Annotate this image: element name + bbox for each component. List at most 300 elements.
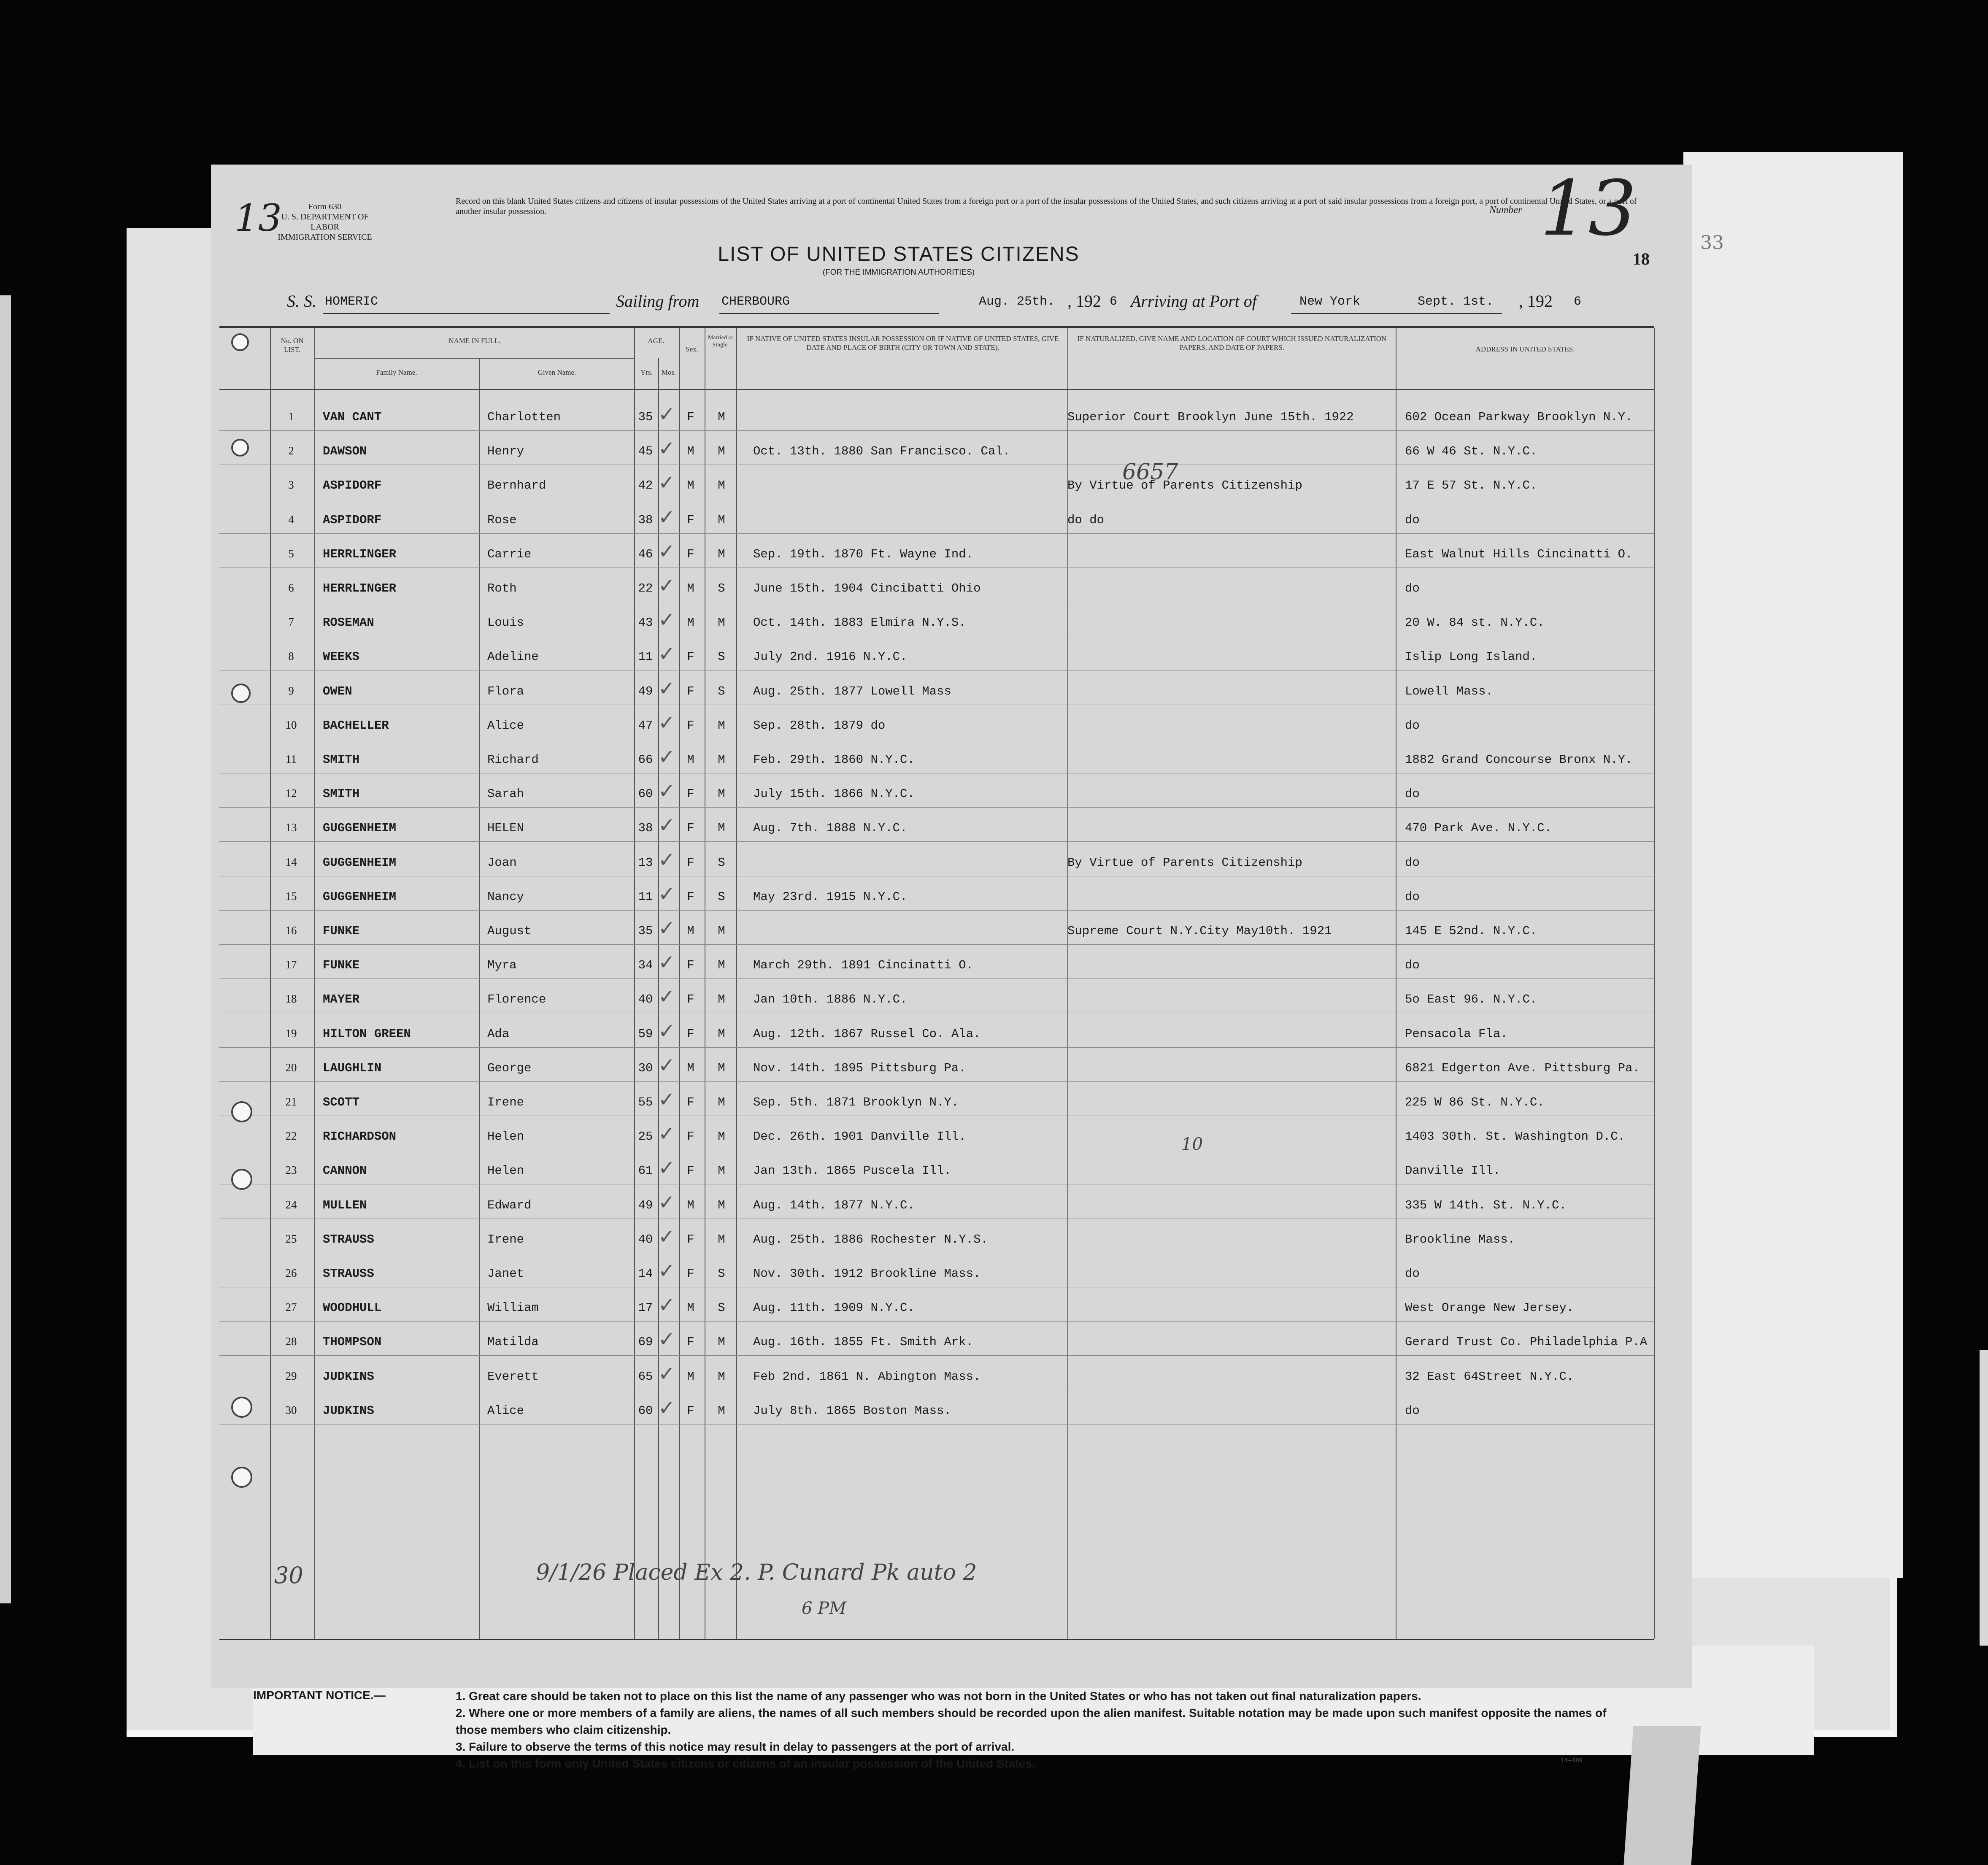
row-number: 14 (285, 855, 297, 868)
family-name: HILTON GREEN (323, 1027, 411, 1041)
us-address: 225 W 86 St. N.Y.C. (1405, 1095, 1545, 1109)
marital-status: M (718, 718, 725, 732)
us-address: 1403 30th. St. Washington D.C. (1405, 1130, 1626, 1144)
us-address: West Orange New Jersey. (1405, 1301, 1574, 1315)
row-number: 18 (285, 992, 297, 1005)
given-name: Alice (487, 718, 524, 732)
table-row (219, 1053, 1654, 1095)
given-name: Edward (487, 1198, 532, 1212)
age-years: 14 (638, 1267, 653, 1281)
birth-date-place: Sep. 5th. 1871 Brooklyn N.Y. (753, 1095, 959, 1109)
us-address: 602 Ocean Parkway Brooklyn N.Y. (1405, 410, 1633, 424)
us-address: do (1405, 581, 1420, 595)
sex: F (687, 650, 694, 664)
us-address: do (1405, 889, 1420, 904)
given-name: George (487, 1061, 532, 1075)
birth-date-place: Jan 13th. 1865 Puscela Ill. (753, 1164, 951, 1178)
row-number: 21 (285, 1095, 297, 1108)
row-number: 11 (286, 753, 297, 765)
given-name: Rose (487, 513, 517, 527)
age-years: 17 (638, 1301, 653, 1315)
check-mark-icon: ✓ (658, 1053, 675, 1077)
family-name: HERRLINGER (323, 547, 397, 561)
family-name: WEEKS (323, 650, 360, 664)
age-years: 69 (638, 1335, 653, 1349)
birth-date-place: Oct. 14th. 1883 Elmira N.Y.S. (753, 616, 966, 630)
age-years: 35 (638, 924, 653, 938)
handwritten-note-row22: 10 (1181, 1135, 1203, 1154)
naturalization-info: Supreme Court N.Y.City May10th. 1921 (1067, 924, 1332, 938)
given-name: Nancy (487, 889, 524, 904)
row-number: 15 (285, 889, 297, 903)
header-family-name: Family Name. (376, 368, 417, 376)
row-number: 19 (285, 1027, 297, 1040)
check-mark-icon: ✓ (658, 642, 675, 666)
table-row (219, 814, 1654, 855)
age-years: 30 (638, 1061, 653, 1075)
side-page-number: 33 (1700, 232, 1724, 254)
family-name: JUDKINS (323, 1369, 374, 1384)
check-mark-icon: ✓ (658, 1088, 675, 1111)
family-name: WOODHULL (323, 1301, 382, 1315)
row-number: 5 (288, 547, 294, 560)
birth-date-place: Feb. 29th. 1860 N.Y.C. (753, 753, 915, 767)
us-address: do (1405, 855, 1420, 870)
given-name: Henry (487, 444, 524, 459)
family-name: ROSEMAN (323, 616, 374, 630)
sex: M (687, 1301, 694, 1315)
marital-status: M (718, 753, 725, 767)
handwritten-placed-note: 9/1/26 Placed Ex 2. P. Cunard Pk auto 2 (536, 1560, 977, 1585)
check-mark-icon: ✓ (658, 471, 675, 495)
given-name: Matilda (487, 1335, 539, 1349)
family-name: SMITH (323, 753, 360, 767)
check-mark-icon: ✓ (658, 1156, 675, 1180)
row-number: 28 (285, 1335, 297, 1348)
handwritten-time-note: 6 PM (802, 1599, 847, 1618)
age-years: 47 (638, 718, 653, 732)
date-to: Sept. 1st. (1418, 295, 1494, 309)
binder-hole (231, 684, 251, 703)
notice-item: 2. Where one or more members of a family are aliens, the names of all such members should be recorded upon the alien manifest. Suitable notation may be made upon such manifest opposite the names of those members who claim citizenship. (456, 1706, 1607, 1736)
us-address: do (1405, 1403, 1420, 1418)
given-name: Alice (487, 1403, 524, 1418)
family-name: RICHARDSON (323, 1130, 397, 1144)
sex: F (687, 1335, 694, 1349)
notice-heading: IMPORTANT NOTICE.— (253, 1689, 386, 1702)
header-no-on-list: No. ON LIST. (281, 337, 304, 354)
binder-hole (231, 333, 249, 351)
age-years: 55 (638, 1095, 653, 1109)
department-name: U. S. DEPARTMENT OF LABOR (281, 212, 369, 232)
check-mark-icon: ✓ (658, 745, 675, 769)
marital-status: S (718, 1301, 725, 1315)
folded-corner (1623, 1726, 1701, 1865)
table-row (219, 779, 1654, 821)
age-years: 40 (638, 1232, 653, 1246)
naturalization-info: By Virtue of Parents Citizenship (1067, 855, 1302, 870)
check-mark-icon: ✓ (658, 1122, 675, 1146)
us-address: Islip Long Island. (1405, 650, 1537, 664)
age-years: 25 (638, 1130, 653, 1144)
family-name: HERRLINGER (323, 581, 397, 595)
header-given-name: Given Name. (538, 368, 576, 376)
row-number: 25 (285, 1232, 297, 1245)
marital-status: M (718, 1027, 725, 1041)
given-name: Adeline (487, 650, 539, 664)
table-row (219, 642, 1654, 684)
us-address: do (1405, 1267, 1420, 1281)
marital-status: M (718, 1164, 725, 1178)
table-row (219, 574, 1654, 615)
given-name: Roth (487, 581, 517, 595)
us-address: Brookline Mass. (1405, 1232, 1515, 1246)
row-number: 10 (285, 718, 297, 731)
year-prefix-from: , 192 (1067, 292, 1101, 311)
marital-status: S (718, 581, 725, 595)
birth-date-place: Sep. 28th. 1879 do (753, 718, 886, 732)
header-birth: IF NATIVE OF UNITED STATES INSULAR POSSESSION OR IF NATIVE OF UNITED STATES, GIVE DATE AND PLACE OF BIRTH (CITY OR TOWN AND STATE). (747, 335, 1059, 351)
birth-date-place: Dec. 26th. 1901 Danville Ill. (753, 1130, 966, 1144)
row-number: 29 (285, 1369, 297, 1382)
check-mark-icon: ✓ (658, 711, 675, 735)
year-suffix-from: 6 (1110, 295, 1118, 309)
table-row (219, 676, 1654, 718)
notice-item: 3. Failure to observe the terms of this notice may result in delay to passengers at the port of arrival. (456, 1740, 1015, 1753)
birth-date-place: July 8th. 1865 Boston Mass. (753, 1403, 951, 1418)
given-name: Irene (487, 1232, 524, 1246)
year-prefix-to: , 192 (1519, 292, 1553, 311)
us-address: Gerard Trust Co. Philadelphia P.A (1405, 1335, 1648, 1349)
binder-hole (231, 1101, 252, 1122)
header-naturalized: IF NATURALIZED, GIVE NAME AND LOCATION OF COURT WHICH ISSUED NATURALIZATION PAPERS, AND DATE OF PAPERS. (1077, 335, 1387, 351)
row-number: 27 (285, 1301, 297, 1314)
family-name: MAYER (323, 992, 360, 1007)
binder-hole (231, 1397, 252, 1418)
birth-date-place: Aug. 14th. 1877 N.Y.C. (753, 1198, 915, 1212)
marital-status: M (718, 1369, 725, 1384)
check-mark-icon: ✓ (658, 1259, 675, 1283)
us-address: 145 E 52nd. N.Y.C. (1405, 924, 1537, 938)
marital-status: M (718, 1061, 725, 1075)
us-address: 66 W 46 St. N.Y.C. (1405, 444, 1537, 459)
birth-date-place: Nov. 30th. 1912 Brookline Mass. (753, 1267, 981, 1281)
age-years: 46 (638, 547, 653, 561)
table-row (219, 608, 1654, 649)
family-name: FUNKE (323, 924, 360, 938)
us-address: Lowell Mass. (1405, 684, 1493, 698)
sex: F (687, 855, 694, 870)
sex: M (687, 1198, 694, 1212)
marital-status: M (718, 513, 725, 527)
check-mark-icon: ✓ (658, 1293, 675, 1317)
port-from: CHERBOURG (721, 295, 790, 309)
check-mark-icon: ✓ (658, 676, 675, 700)
given-name: Myra (487, 958, 517, 973)
marital-status: M (718, 547, 725, 561)
family-name: STRAUSS (323, 1232, 374, 1246)
header-rule (219, 389, 1654, 390)
check-mark-icon: ✓ (658, 437, 675, 461)
table-row (219, 916, 1654, 958)
family-name: GUGGENHEIM (323, 855, 397, 870)
family-name: LAUGHLIN (323, 1061, 382, 1075)
family-name: CANNON (323, 1164, 367, 1178)
check-mark-icon: ✓ (658, 1396, 675, 1420)
marital-status: M (718, 410, 725, 424)
form-number: Form 630 (308, 202, 342, 211)
table-row (219, 539, 1654, 581)
header-mos: Mos. (661, 368, 676, 376)
check-mark-icon: ✓ (658, 882, 675, 906)
form-id-block (270, 202, 380, 242)
sex: M (687, 616, 694, 630)
family-name: JUDKINS (323, 1403, 374, 1418)
year-suffix-to: 6 (1574, 295, 1582, 309)
given-name: Sarah (487, 787, 524, 801)
port-to-underline (1291, 313, 1502, 314)
sex: F (687, 684, 694, 698)
row-number: 26 (285, 1267, 297, 1279)
arriving-label: Arriving at Port of (1131, 292, 1257, 311)
naturalization-info: By Virtue of Parents Citizenship (1067, 478, 1302, 493)
us-address: do (1405, 718, 1420, 732)
birth-date-place: June 15th. 1904 Cincibatti Ohio (753, 581, 981, 595)
given-name: August (487, 924, 532, 938)
age-years: 60 (638, 787, 653, 801)
given-name: Richard (487, 753, 539, 767)
marital-status: S (718, 684, 725, 698)
column-divider (1654, 328, 1655, 1639)
sex: M (687, 753, 694, 767)
us-address: Danville Ill. (1405, 1164, 1501, 1178)
underlying-sheet-right (1683, 152, 1903, 1578)
marital-status: M (718, 616, 725, 630)
check-mark-icon: ✓ (658, 574, 675, 597)
header-yrs: Yrs. (640, 368, 653, 376)
family-name: GUGGENHEIM (323, 821, 397, 835)
header-sex: Sex. (686, 345, 698, 353)
check-mark-icon: ✓ (658, 403, 675, 426)
family-name: DAWSON (323, 444, 367, 459)
birth-date-place: Sep. 19th. 1870 Ft. Wayne Ind. (753, 547, 974, 561)
header-age: AGE. (648, 337, 664, 345)
naturalization-info: Superior Court Brooklyn June 15th. 1922 (1067, 410, 1354, 424)
given-name: Joan (487, 855, 517, 870)
birth-date-place: Aug. 12th. 1867 Russel Co. Ala. (753, 1027, 981, 1041)
header-name-in-full: NAME IN FULL. (448, 337, 501, 345)
sex: F (687, 821, 694, 835)
binder-hole (231, 439, 249, 457)
row-number: 2 (288, 444, 294, 457)
row-number: 13 (285, 821, 297, 834)
given-name: Florence (487, 992, 546, 1007)
page-subtitle: (FOR THE IMMIGRATION AUTHORITIES) (822, 268, 975, 277)
ship-prefix: S. S. (287, 292, 316, 311)
check-mark-icon: ✓ (658, 985, 675, 1009)
row-number: 16 (285, 924, 297, 937)
check-mark-icon: ✓ (658, 814, 675, 838)
given-name: Carrie (487, 547, 532, 561)
marital-status: M (718, 1403, 725, 1418)
age-years: 11 (638, 650, 653, 664)
sex: F (687, 410, 694, 424)
sex: F (687, 1403, 694, 1418)
table-row (219, 403, 1654, 444)
birth-date-place: Aug. 11th. 1909 N.Y.C. (753, 1301, 915, 1315)
us-address: 335 W 14th. St. N.Y.C. (1405, 1198, 1567, 1212)
given-name: Louis (487, 616, 524, 630)
table-row (219, 1293, 1654, 1335)
header-married-single: Married or Single. (708, 335, 734, 348)
port-from-underline (719, 313, 939, 314)
birth-date-place: July 2nd. 1916 N.Y.C. (753, 650, 908, 664)
age-years: 42 (638, 478, 653, 493)
table-row (219, 882, 1654, 924)
list-number: 13 (1540, 165, 1637, 253)
row-number: 9 (288, 684, 294, 697)
table-row (219, 1190, 1654, 1232)
handwritten-mark: 13 (235, 196, 282, 240)
us-address: 6821 Edgerton Ave. Pittsburg Pa. (1405, 1061, 1640, 1075)
marital-status: M (718, 1130, 725, 1144)
birth-date-place: Aug. 25th. 1886 Rochester N.Y.S. (753, 1232, 988, 1246)
sex: F (687, 513, 694, 527)
sex: F (687, 547, 694, 561)
notice-list (456, 1688, 1616, 1772)
check-mark-icon: ✓ (658, 1362, 675, 1386)
row-number: 3 (288, 478, 294, 492)
given-name: William (487, 1301, 539, 1315)
record-instructions: Record on this blank United States citizens and citizens of insular possessions of the United States arriving at a port of continental United States from a foreign port or a port of the insular possessions of the United States, and such citizens arriving at a port of said insular possessions from a foreign port, a port of continental United States, or a port of another insular possession. (456, 197, 1637, 216)
family-name: FUNKE (323, 958, 360, 973)
birth-date-place: Oct. 13th. 1880 San Francisco. Cal. (753, 444, 1010, 459)
age-years: 22 (638, 581, 653, 595)
given-name: Everett (487, 1369, 539, 1384)
table-row (219, 1224, 1654, 1266)
marital-status: S (718, 889, 725, 904)
age-years: 45 (638, 444, 653, 459)
table-row (219, 1156, 1654, 1197)
family-name: THOMPSON (323, 1335, 382, 1349)
us-address: do (1405, 513, 1420, 527)
marital-status: M (718, 478, 725, 493)
row-number: 17 (285, 958, 297, 971)
table-row (219, 1019, 1654, 1061)
marital-status: M (718, 787, 725, 801)
birth-date-place: March 29th. 1891 Cincinatti O. (753, 958, 974, 973)
check-mark-icon: ✓ (658, 1224, 675, 1249)
age-years: 59 (638, 1027, 653, 1041)
us-address: 20 W. 84 st. N.Y.C. (1405, 616, 1545, 630)
marital-status: M (718, 1198, 725, 1212)
sex: F (687, 1095, 694, 1109)
check-mark-icon: ✓ (658, 916, 675, 940)
marital-status: M (718, 821, 725, 835)
check-mark-icon: ✓ (658, 1019, 675, 1043)
check-mark-icon: ✓ (658, 608, 675, 632)
table-row (219, 1122, 1654, 1163)
binder-hole (231, 1169, 252, 1190)
citizens-list-form (211, 165, 1692, 1770)
number-label: Number (1489, 205, 1522, 216)
port-to: New York (1299, 295, 1361, 309)
check-mark-icon: ✓ (658, 779, 675, 803)
family-name: OWEN (323, 684, 352, 698)
us-address: 470 Park Ave. N.Y.C. (1405, 821, 1552, 835)
birth-date-place: July 15th. 1866 N.Y.C. (753, 787, 915, 801)
row-number: 8 (288, 650, 294, 663)
us-address: 17 E 57 St. N.Y.C. (1405, 478, 1537, 493)
ship-name: HOMERIC (325, 295, 378, 309)
sex: F (687, 1027, 694, 1041)
sex: F (687, 992, 694, 1007)
service-name: IMMIGRATION SERVICE (278, 232, 372, 242)
sex: F (687, 889, 694, 904)
marital-status: S (718, 650, 725, 664)
handwritten-count: 30 (274, 1562, 303, 1589)
family-name: ASPIDORF (323, 513, 382, 527)
table-row (219, 745, 1654, 787)
header-address: ADDRESS IN UNITED STATES. (1475, 345, 1575, 353)
form-code: 14—606 (1561, 1757, 1583, 1763)
row-number: 24 (285, 1198, 297, 1211)
adjacent-page-edge-right (1980, 1350, 1988, 1646)
row-number: 1 (288, 410, 294, 423)
marital-status: S (718, 855, 725, 870)
age-years: 11 (638, 889, 653, 904)
marital-status: M (718, 924, 725, 938)
age-years: 40 (638, 992, 653, 1007)
row-number: 6 (288, 581, 294, 594)
marital-status: M (718, 992, 725, 1007)
family-name: VAN CANT (323, 410, 382, 424)
adjacent-page-edge-left (0, 295, 11, 1603)
sailing-line (287, 291, 1637, 316)
age-years: 65 (638, 1369, 653, 1384)
row-number: 12 (285, 787, 297, 800)
sex: F (687, 1164, 694, 1178)
check-mark-icon: ✓ (658, 505, 675, 529)
table-row (219, 1088, 1654, 1129)
us-address: Pensacola Fla. (1405, 1027, 1508, 1041)
birth-date-place: Feb 2nd. 1861 N. Abington Mass. (753, 1369, 981, 1384)
age-years: 13 (638, 855, 653, 870)
age-years: 60 (638, 1403, 653, 1418)
birth-date-place: Jan 10th. 1886 N.Y.C. (753, 992, 908, 1007)
birth-date-place: Aug. 25th. 1877 Lowell Mass (753, 684, 951, 698)
age-years: 38 (638, 513, 653, 527)
given-name: Bernhard (487, 478, 546, 493)
birth-date-place: Aug. 16th. 1855 Ft. Smith Ark. (753, 1335, 974, 1349)
age-years: 43 (638, 616, 653, 630)
binder-hole (231, 1467, 252, 1488)
table-row (219, 437, 1654, 478)
table-row (219, 951, 1654, 992)
table-row (219, 1327, 1654, 1369)
marital-status: M (718, 444, 725, 459)
header-sub-rule (314, 358, 635, 359)
date-from: Aug. 25th. (979, 295, 1055, 309)
naturalization-info: do do (1067, 513, 1105, 527)
table-row (219, 1396, 1654, 1438)
age-years: 49 (638, 684, 653, 698)
family-name: ASPIDORF (323, 478, 382, 493)
table-row (219, 985, 1654, 1026)
age-years: 61 (638, 1164, 653, 1178)
sex: M (687, 581, 694, 595)
sailing-from-label: Sailing from (616, 292, 700, 311)
